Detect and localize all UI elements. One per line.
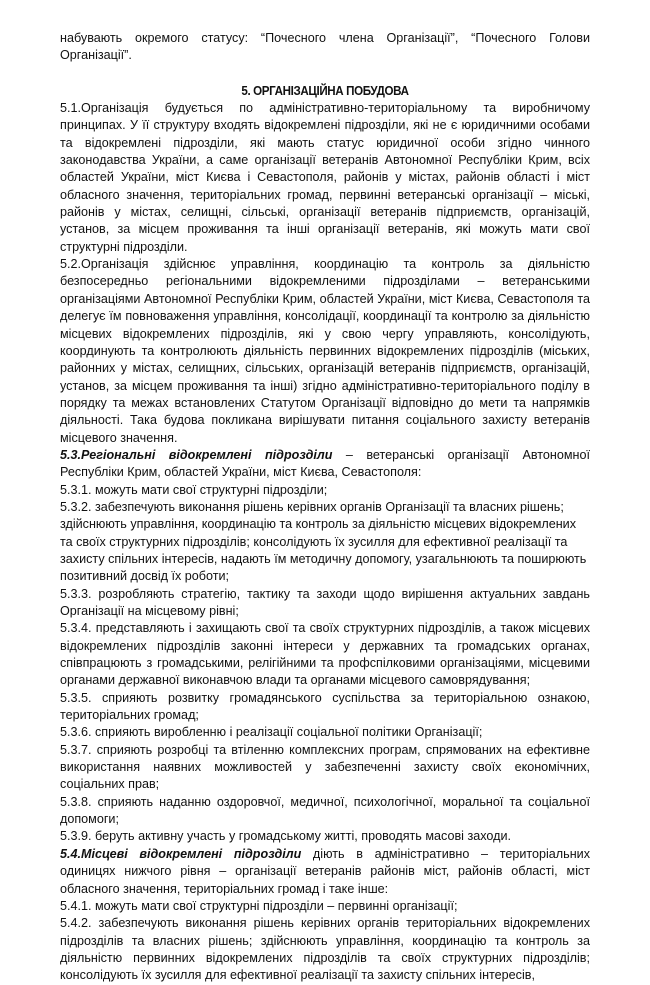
paragraph-5-3-8: 5.3.8. сприяють наданню оздоровчої, медичної, психологічної, моральної та соціальної допомоги;	[60, 794, 590, 827]
intro-paragraph: набувають окремого статусу: “Почесного члена Організації”, “Почесного Голови Організації”.	[60, 31, 590, 63]
paragraph-5-3-3: 5.3.3. розробляють стратегію, тактику та заходи щодо вирішення актуальних завдань Організації на місцевому рівні;	[60, 586, 590, 618]
paragraph-5-3-7: 5.3.7. сприяють розробці та втіленню комплексних програм, спрямованих на ефективне використання наявних можливостей у забезпеченні захисту своїх економічних, соціальних прав;	[60, 742, 590, 792]
paragraph-5-3	[60, 447, 590, 482]
paragraph-5-4-heading: 5.4.Місцеві відокремлені підрозділи	[60, 846, 302, 861]
paragraph-5-4-text: діють в адміністративно – територіальних одиницях нижчого рівня – організації ветеранів районів міст, районів області, міст обласного значення, територіальних громад і таке інше:	[60, 846, 590, 896]
paragraph-5-3-5: 5.3.5. сприяють розвитку громадянського суспільства за територіальною ознакою, територіальних громад;	[60, 690, 590, 723]
document-page	[60, 30, 590, 985]
paragraph-5-1: 5.1.Організація будується по адміністративно-територіальному та виробничому принципах. У її структуру входять відокремлені підрозділи, які не є юридичними особами та відокремлені підрозділи, які мають статус юридичної особи згідно чинного законодавства України, а саме організації ветеранів Автономної Республіки Крим, всіх областей України, міст Києва і Севастополя, районів у містах, районів області і міст обласного значення, територіальних громад, первинні ветеранські організації – міські, районів у містах, селищні, сільські, організації ветеранів підприємств, організацій, установ, за місцем проживання та інші організації ветеранів, які можуть мати свої структурні підрозділи.	[60, 101, 590, 254]
paragraph-5-4	[60, 846, 590, 898]
paragraph-5-3-1: 5.3.1. можуть мати свої структурні підрозділи;	[60, 482, 328, 497]
paragraph-5-4-2: 5.4.2. забезпечують виконання рішень керівних органів територіальних відокремлених підрозділів та власних рішень; здійснюють управління, координацію та контроль за діяльністю первинних відокремлених підрозділів та своїх структурних підрозділів; консолідують їх зусилля для ефективної реалізації та захисту спільних інтересів,	[60, 916, 590, 983]
paragraph-5-4-1: 5.4.1. можуть мати свої структурні підрозділи – первинні організації;	[60, 898, 458, 913]
paragraph-5-3-text: – ветеранські організації Автономної Республіки Крим, областей України, міст Києва, Севастополя:	[60, 447, 590, 480]
paragraph-5-3-2: 5.3.2. забезпечують виконання рішень керівних органів Організації та власних рішень; здійснюють управління, координацію та контроль за діяльністю місцевих відокремлених та своїх структурних підрозділів; консолідують їх зусилля для ефективної реалізації та захисту спільних інтересів, надають їм методичну допомогу, узагальнюють та поширюють позитивний досвід їх роботи;	[60, 499, 587, 584]
paragraph-5-3-heading: 5.3.Регіональні відокремлені підрозділи	[60, 447, 333, 462]
section-title: 5. ОРГАНІЗАЦІЙНА ПОБУДОВА	[241, 83, 409, 98]
paragraph-5-3-4: 5.3.4. представляють і захищають свої та своїх структурних підрозділів, а також місцевих відокремлених підрозділів законні інтереси у державних та громадських органах, співпрацюють з громадськими, релігійними та профспілковими організаціями, місцевими органами державної виконавчою влади та органами місцевого самоврядування;	[60, 621, 590, 688]
paragraph-5-3-9: 5.3.9. беруть активну участь у громадському житті, проводять масові заходи.	[60, 829, 512, 844]
paragraph-5-3-6: 5.3.6. сприяють виробленню і реалізації соціальної політики Організації;	[60, 725, 483, 740]
paragraph-5-2: 5.2.Організація здійснює управління, координацію та контроль за діяльністю безпосередньо регіональними відокремленими підрозділами – ветеранськими організаціями Автономної Республіки Крим, областей України, міст Києва, Севастополя та делегує їм повноваження управління, консолідації, координації та контролю за діяльністю місцевих відокремлених підрозділів, які у свою чергу управляють, консолідують, координують та контролюють діяльність первинних відокремлених підрозділів (міських, районних у містах, селищних, сільських, організацій ветеранів підприємств, організацій, установ, за місцем проживання та інші) згідно адміністративно-територіального поділу в порядку та межах встановлених Статутом Організації відповідно до мети та напрямків діяльності. Така будова покликана вирішувати питання соціального захисту ветеранів місцевого значення.	[60, 257, 590, 445]
